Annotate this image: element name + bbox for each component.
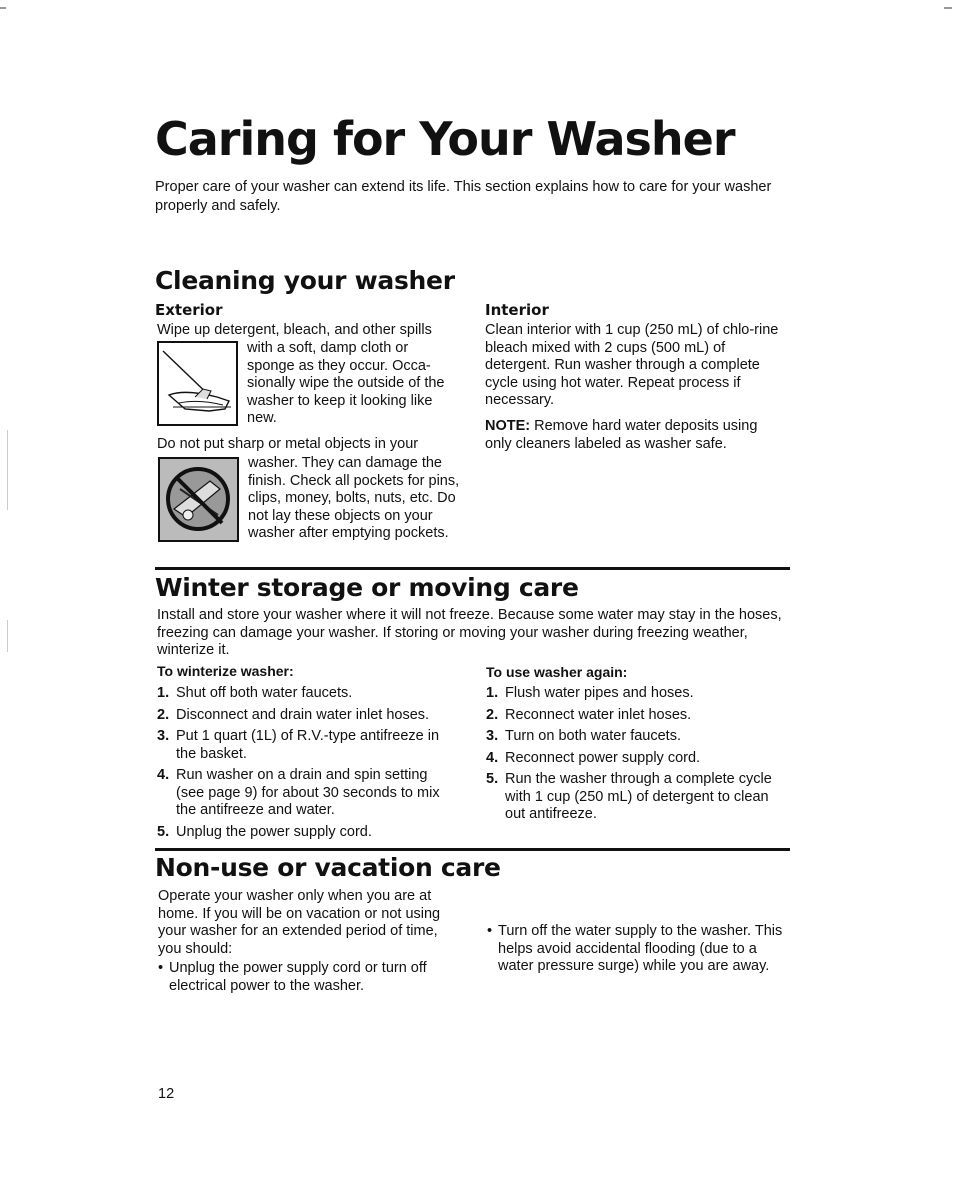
exterior-p1-rest: with a soft, damp cloth or sponge as they occur. Occa-sionally wipe the outside of the washer to keep it looking like new. — [247, 340, 445, 426]
exterior-p2-rest: washer. They can damage the finish. Check all pockets for pins, clips, money, bolts, nuts, etc. Do not lay these objects on your washer after emptying pockets. — [248, 455, 460, 541]
vacation-intro: Operate your washer only when you are at home. If you will be on vacation or not using your washer for an extended period of time, you should: — [158, 888, 441, 957]
note-label: NOTE: — [485, 418, 531, 434]
winter-rule — [155, 567, 790, 570]
note-text: Remove hard water deposits using only cleaners labeled as washer safe. — [485, 418, 758, 452]
list-item: 3. Turn on both water faucets. — [486, 728, 681, 744]
scan-mark — [7, 430, 8, 510]
winterize-steps — [157, 685, 457, 845]
scan-mark — [0, 7, 6, 9]
interior-text: Clean interior with 1 cup (250 mL) of chlo-rine bleach mixed with 2 cups (500 mL) of detergent. Run washer through a complete cycle using hot water. Repeat process if necessary. — [485, 322, 779, 408]
wiping-cloth-icon — [157, 341, 238, 426]
list-item: 2. Reconnect water inlet hoses. — [486, 706, 692, 723]
bullet-dot: • — [487, 923, 493, 939]
list-item: 3. Put 1 quart (1L) of R.V.-type antifreeze in the basket. — [157, 728, 440, 762]
vacation-bullet-2: • Turn off the water supply to the washer. This helps avoid accidental flooding (due to a water pressure surge) while you are away. — [487, 923, 783, 974]
exterior-heading: Exterior — [155, 301, 223, 319]
scan-mark — [944, 7, 952, 9]
scan-mark — [7, 620, 8, 652]
page-number: 12 — [158, 1086, 175, 1102]
list-item: 4. Reconnect power supply cord. — [486, 749, 701, 766]
exterior-p2-lead: Do not put sharp or metal objects in your — [157, 436, 419, 452]
winter-heading: Winter storage or moving care — [155, 573, 579, 602]
interior-note — [485, 418, 783, 453]
list-item: 4. Run washer on a drain and spin setting (see page 9) for about 30 seconds to mix the antifreeze and water. — [157, 767, 440, 818]
vacation-bullet-1: • Unplug the power supply cord or turn off electrical power to the washer. — [158, 960, 427, 994]
list-item: 2. Disconnect and drain water inlet hoses. — [157, 706, 430, 723]
exterior-p1-lead: Wipe up detergent, bleach, and other spills — [157, 322, 432, 338]
list-item: 5. Run the washer through a complete cycle with 1 cup (250 mL) of detergent to clean out antifreeze. — [486, 771, 772, 822]
vacation-rule — [155, 848, 790, 851]
list-item: 1. Shut off both water faucets. — [157, 685, 353, 701]
cleaning-heading: Cleaning your washer — [155, 266, 455, 295]
list-item: 5. Unplug the power supply cord. — [157, 823, 372, 840]
winter-intro: Install and store your washer where it will not freeze. Because some water may stay in the hoses, freezing can damage your washer. If storing or moving your washer during freezing weather, winterize it. — [157, 607, 782, 658]
winterize-label: To winterize washer: — [157, 663, 294, 679]
no-sharp-objects-icon — [158, 457, 239, 542]
vacation-heading: Non-use or vacation care — [155, 853, 501, 882]
use-again-label: To use washer again: — [486, 664, 628, 680]
page-title: Caring for Your Washer — [155, 112, 735, 166]
intro-text: Proper care of your washer can extend its life. This section explains how to care for your washer properly and safely. — [155, 179, 772, 214]
bullet-dot: • — [158, 960, 164, 976]
interior-heading: Interior — [485, 301, 549, 319]
use-again-steps — [486, 685, 788, 828]
list-item: 1. Flush water pipes and hoses. — [486, 685, 694, 701]
